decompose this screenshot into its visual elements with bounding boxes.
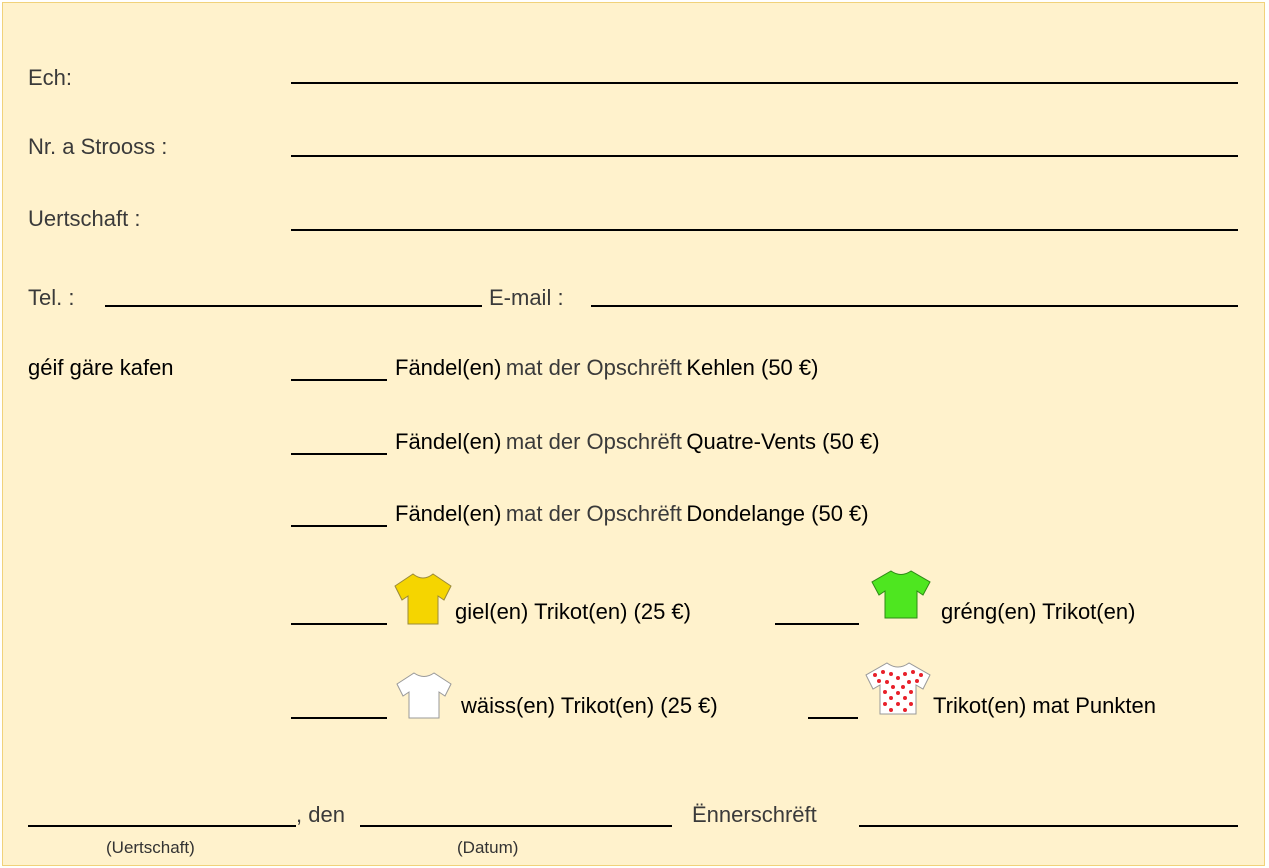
polka-dot-jersey-icon: [863, 660, 933, 716]
label-street: Nr. a Strooss :: [28, 134, 168, 159]
flag-place: Kehlen (50 €): [686, 355, 819, 380]
flag-middle: mat der Opschrëft: [505, 501, 682, 526]
flag-middle: mat der Opschrëft: [505, 429, 682, 454]
label-locality: Uertschaft :: [28, 206, 141, 231]
flag-place: Dondelange (50 €): [686, 501, 869, 526]
flag-item: Fändel(en): [395, 355, 502, 380]
flag-row-quatre-vents: [395, 431, 880, 453]
qty-field-yellow-jersey[interactable]: [291, 623, 387, 625]
flag-item: Fändel(en): [395, 429, 502, 454]
dots-jersey-label: Trikot(en) mat Punkten: [933, 693, 1156, 718]
yellow-jersey-icon: [393, 570, 453, 626]
qty-field-kehlen[interactable]: [291, 379, 387, 381]
label-den: , den: [296, 802, 345, 827]
email-field[interactable]: [591, 305, 1238, 307]
name-field[interactable]: [291, 82, 1238, 84]
label-tel: Tel. :: [28, 285, 75, 310]
order-intro: géif gäre kafen: [28, 355, 174, 380]
flag-place: Quatre-Vents (50 €): [686, 429, 880, 454]
green-jersey-icon: [869, 568, 933, 620]
hint-place: (Uertschaft): [106, 838, 195, 857]
street-field[interactable]: [291, 155, 1238, 157]
qty-field-dots-jersey[interactable]: [808, 717, 858, 719]
qty-field-green-jersey[interactable]: [775, 623, 859, 625]
green-jersey-label: gréng(en) Trikot(en): [941, 599, 1136, 624]
label-email: E-mail :: [489, 285, 564, 310]
qty-field-dondelange[interactable]: [291, 525, 387, 527]
qty-field-white-jersey[interactable]: [291, 717, 387, 719]
label-signature: Ënnerschrëft: [692, 802, 817, 827]
signature-field[interactable]: [859, 825, 1238, 827]
white-jersey-label: wäiss(en) Trikot(en) (25 €): [461, 693, 718, 718]
hint-date: (Datum): [457, 838, 519, 857]
white-jersey-icon: [395, 670, 453, 720]
order-form: [2, 2, 1265, 866]
flag-middle: mat der Opschrëft: [505, 355, 682, 380]
label-ech: Ech:: [28, 65, 73, 90]
flag-item: Fändel(en): [395, 501, 502, 526]
phone-field[interactable]: [105, 305, 482, 307]
sign-place-field[interactable]: [28, 825, 296, 827]
flag-row-dondelange: [395, 503, 869, 525]
sign-date-field[interactable]: [360, 825, 672, 827]
flag-row-kehlen: [395, 357, 818, 379]
yellow-jersey-label: giel(en) Trikot(en) (25 €): [455, 599, 691, 624]
qty-field-quatre-vents[interactable]: [291, 453, 387, 455]
locality-field[interactable]: [291, 229, 1238, 231]
